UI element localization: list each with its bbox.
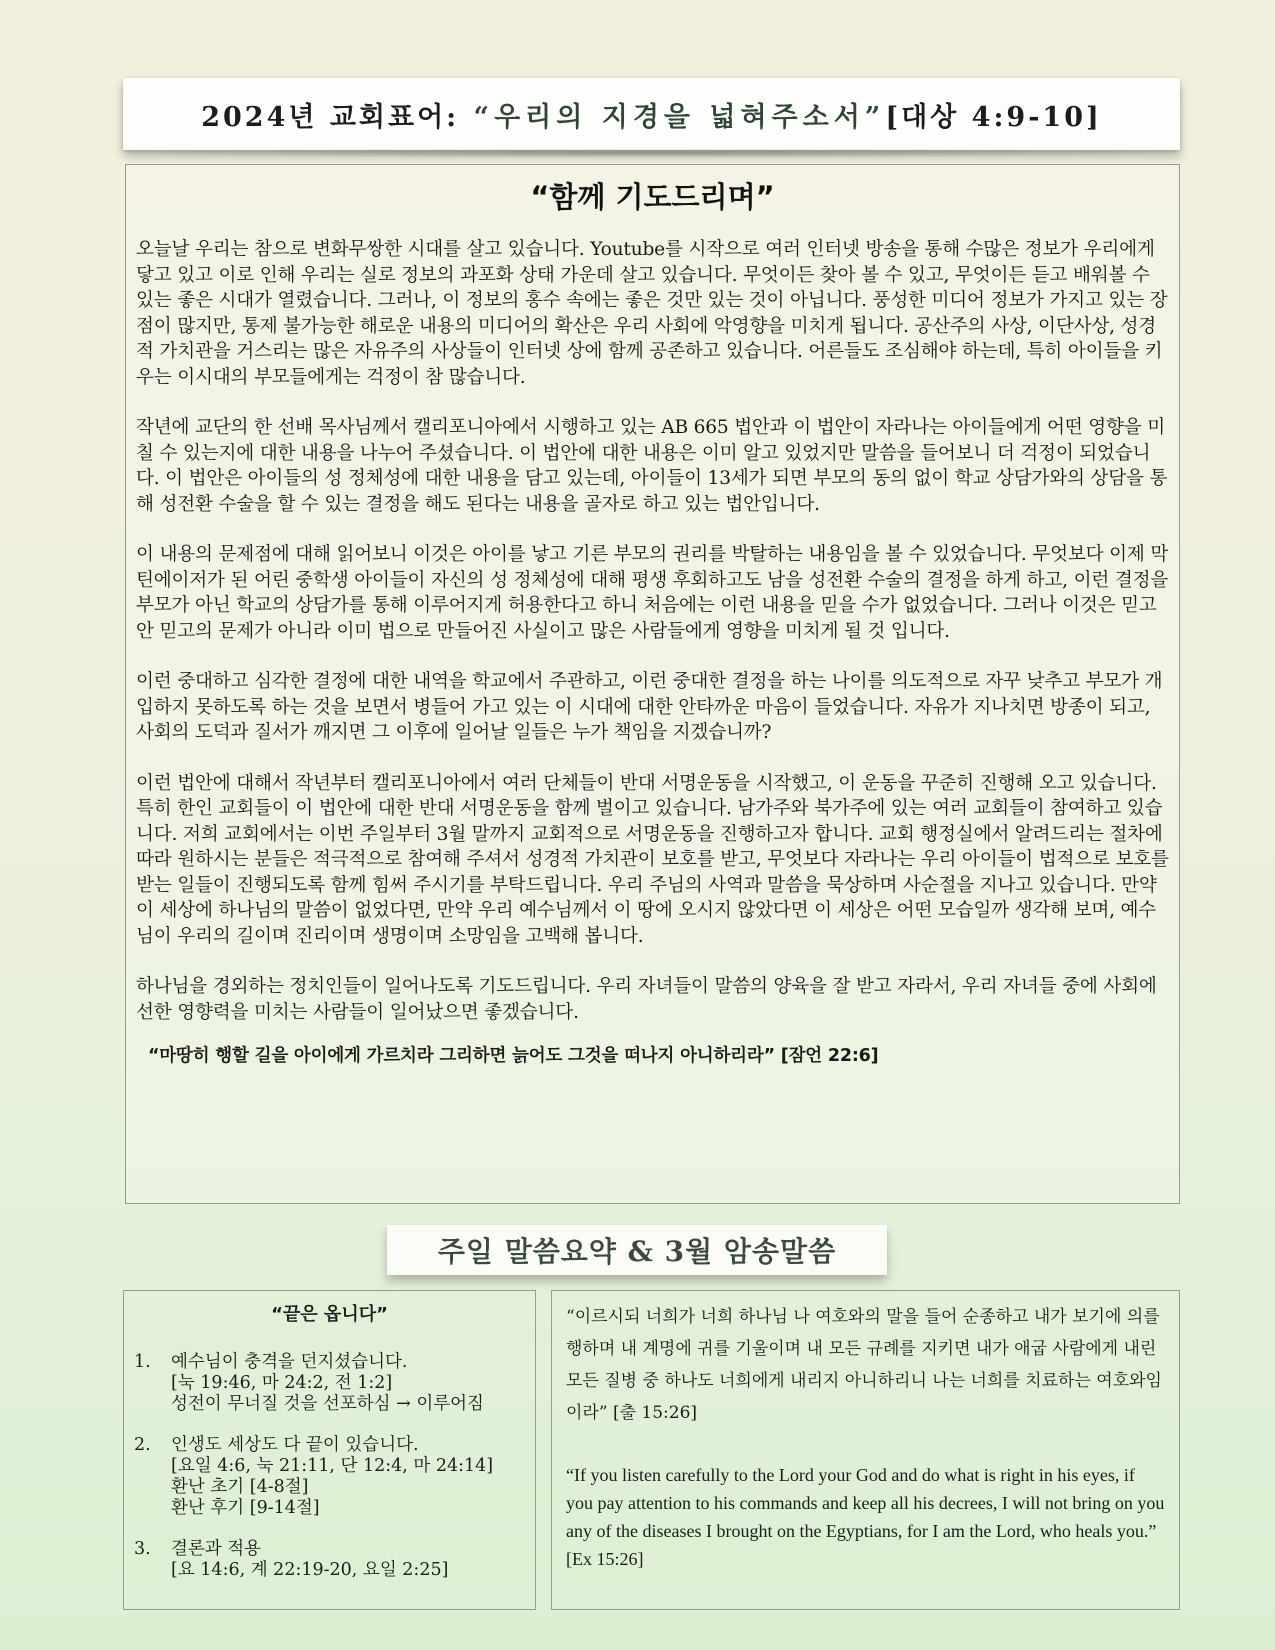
sermon-point <box>134 1435 535 1519</box>
column-title: “함께 기도드리며” <box>530 180 775 214</box>
column-paragraph: 이 내용의 문제점에 대해 읽어보니 이것은 아이를 낳고 기른 부모의 권리를 박탈하는 내용임을 볼 수 있었습니다. 무엇보다 이제 막 틴에이저가 된 어린 중학생 아이들이 자신의 성 정체성에 대해 평생 후회하고도 남을 성전환 수술의 결정을 하게 하고, 이런 결정을 부모가 아닌 학교의 상담가를 통해 이루어지게 허용한다고 하니 처음에는 이런 내용을 믿을 수가 없었습니다. 그러나 이것은 믿고 안 믿고의 문제가 아니라 이미 법으로 만들어진 사실이고 많은 사람들에게 영향을 미치게 될 것 입니다. <box>136 544 1169 642</box>
point-number: 3. <box>134 1539 151 1559</box>
point-line: 환난 초기 [4-8절] <box>171 1477 309 1497</box>
motto-text: “우리의 지경을 넓혀주소서” <box>459 101 886 133</box>
section-title: 주일 말씀요약 & 3월 암송말씀 <box>437 1235 837 1268</box>
pastor-column <box>125 164 1180 1204</box>
motto-reference: [대상 4:9-10] <box>885 101 1102 133</box>
point-text <box>171 1352 484 1415</box>
point-line: [요일 4:6, 눅 21:11, 단 12:4, 마 24:14] <box>171 1456 494 1476</box>
sermon-point <box>134 1539 535 1581</box>
column-paragraph: 이런 중대하고 심각한 결정에 대한 내역을 학교에서 주관하고, 이런 중대한 결정을 하는 나이를 의도적으로 자꾸 낮추고 부모가 개입하지 못하도록 하는 것을 보면서 병들어 가고 있는 이 시대에 대한 안타까운 마음이 들었습니다. 자유가 지나치면 방종이 되고, 사회의 도덕과 질서가 깨지면 그 이후에 일어날 일들은 누가 책임을 지겠습니까? <box>136 671 1163 743</box>
point-line: 인생도 세상도 다 끝이 있습니다. <box>171 1435 419 1455</box>
point-line: 성전이 무너질 것을 선포하심 → 이루어짐 <box>171 1394 484 1414</box>
sermon-summary-box <box>123 1290 536 1610</box>
column-body <box>136 237 1169 1095</box>
motto-year-label: 2024년 교회표어: <box>201 101 460 133</box>
point-text <box>171 1539 448 1581</box>
column-paragraph: 하나님을 경외하는 정치인들이 일어나도록 기도드립니다. 우리 자녀들이 말씀의 양육을 잘 받고 자라서, 우리 자녀들 중에 사회에 선한 영향력을 미치는 사람들이 일어났으면 좋겠습니다. <box>136 976 1157 1023</box>
point-line: 환난 후기 [9-14절] <box>171 1498 320 1518</box>
sermon-title: “끝은 옵니다” <box>271 1304 388 1325</box>
point-line: 예수님이 충격을 던지셨습니다. <box>171 1352 408 1372</box>
proverbs-verse: “마땅히 행할 길을 아이에게 가르치라 그리하면 늙어도 그것을 떠나지 아니하리라” [잠언 22:6] <box>148 1046 879 1066</box>
sermon-point <box>134 1352 535 1415</box>
point-line: 결론과 적용 <box>171 1539 262 1559</box>
point-line: [눅 19:46, 마 24:2, 전 1:2] <box>171 1373 393 1393</box>
memory-verse-korean: “이르시되 너희가 너희 하나님 나 여호와의 말을 들어 순종하고 내가 보기에 의를 행하며 내 계명에 귀를 기울이며 내 모든 규례를 지키면 내가 애굽 사람에게 내린 모든 질병 중 하나도 너희에게 내리지 아니하리니 나는 너희를 치료하는 여호와임이라” [출 15:26] <box>566 1307 1162 1423</box>
column-paragraph: 작년에 교단의 한 선배 목사님께서 캘리포니아에서 시행하고 있는 AB 665 법안과 이 법안이 자라나는 아이들에게 어떤 영향을 미칠 수 있는지에 대한 내용을 나누어 주셨습니다. 이 법안에 대한 내용은 이미 알고 있었지만 말씀을 들어보니 더 걱정이 되었습니다. 이 법안은 아이들의 성 정체성에 대한 내용을 담고 있는데, 아이들이 13세가 되면 부모의 동의 없이 학교 상담가와의 상담을 통해 성전환 수술을 할 수 있는 결정을 해도 된다는 내용을 골자로 하고 있는 법안입니다. <box>136 417 1168 515</box>
memory-verse-box <box>551 1290 1180 1610</box>
column-paragraph: 이런 법안에 대해서 작년부터 캘리포니아에서 여러 단체들이 반대 서명운동을 시작했고, 이 운동을 꾸준히 진행해 오고 있습니다. 특히 한인 교회들이 이 법안에 대한 반대 서명운동을 함께 벌이고 있습니다. 남가주와 북가주에 있는 여러 교회들이 참여하고 있습니다. 저희 교회에서는 이번 주일부터 3월 말까지 교회적으로 서명운동을 진행하고자 합니다. 교회 행정실에서 알려드리는 절차에 따라 원하시는 분들은 적극적으로 참여해 주셔서 성경적 가치관이 보호를 받고, 무엇보다 자라나는 우리 아이들이 법적으로 보호를 받는 일들이 진행되도록 함께 힘써 주시기를 부탁드립니다. 우리 주님의 사역과 말씀을 묵상하며 사순절을 지나고 있습니다. 만약 이 세상에 하나님의 말씀이 없었다면, 만약 우리 예수님께서 이 땅에 오시지 않았다면 이 세상은 어떤 모습일까 생각해 보며, 예수님이 우리의 길이며 진리이며 생명이며 소망임을 고백해 봅니다. <box>136 772 1169 947</box>
point-number: 2. <box>134 1435 151 1455</box>
church-motto-title <box>201 95 1102 134</box>
memory-verse-english: “If you listen carefully to the Lord your God and do what is right in his eyes, if you pay attention to his commands and keep all his decrees, I will not bring on you any of the diseases I brought on the Egyptians, for I am the Lord, who heals you.” [Ex 15:26] <box>566 1465 1165 1569</box>
header-shadow <box>100 148 1200 158</box>
point-text <box>171 1435 493 1519</box>
header-banner <box>123 78 1180 150</box>
point-line: [요 14:6, 계 22:19-20, 요일 2:25] <box>171 1560 449 1580</box>
column-paragraph: 오늘날 우리는 참으로 변화무쌍한 시대를 살고 있습니다. Youtube를 시작으로 여러 인터넷 방송을 통해 수많은 정보가 우리에게 닿고 있고 이로 인해 우리는 실로 정보의 과포화 상태 가운데 살고 있습니다. 무엇이든 찾아 볼 수 있고, 무엇이든 듣고 배워볼 수 있는 좋은 시대가 열렸습니다. 그러나, 이 정보의 홍수 속에는 좋은 것만 있는 것이 아닙니다. 풍성한 미디어 정보가 가지고 있는 장점이 많지만, 통제 불가능한 해로운 내용의 미디어의 확산은 우리 사회에 악영향을 미치게 됩니다. 공산주의 사상, 이단사상, 성경적 가치관을 거스리는 많은 자유주의 사상들이 인터넷 상에 함께 공존하고 있습니다. 어른들도 조심해야 하는데, 특히 아이들을 키우는 이시대의 부모들에게는 걱정이 참 많습니다. <box>136 239 1168 388</box>
point-number: 1. <box>134 1352 151 1372</box>
section-banner <box>387 1225 887 1275</box>
sermon-points <box>124 1352 535 1581</box>
